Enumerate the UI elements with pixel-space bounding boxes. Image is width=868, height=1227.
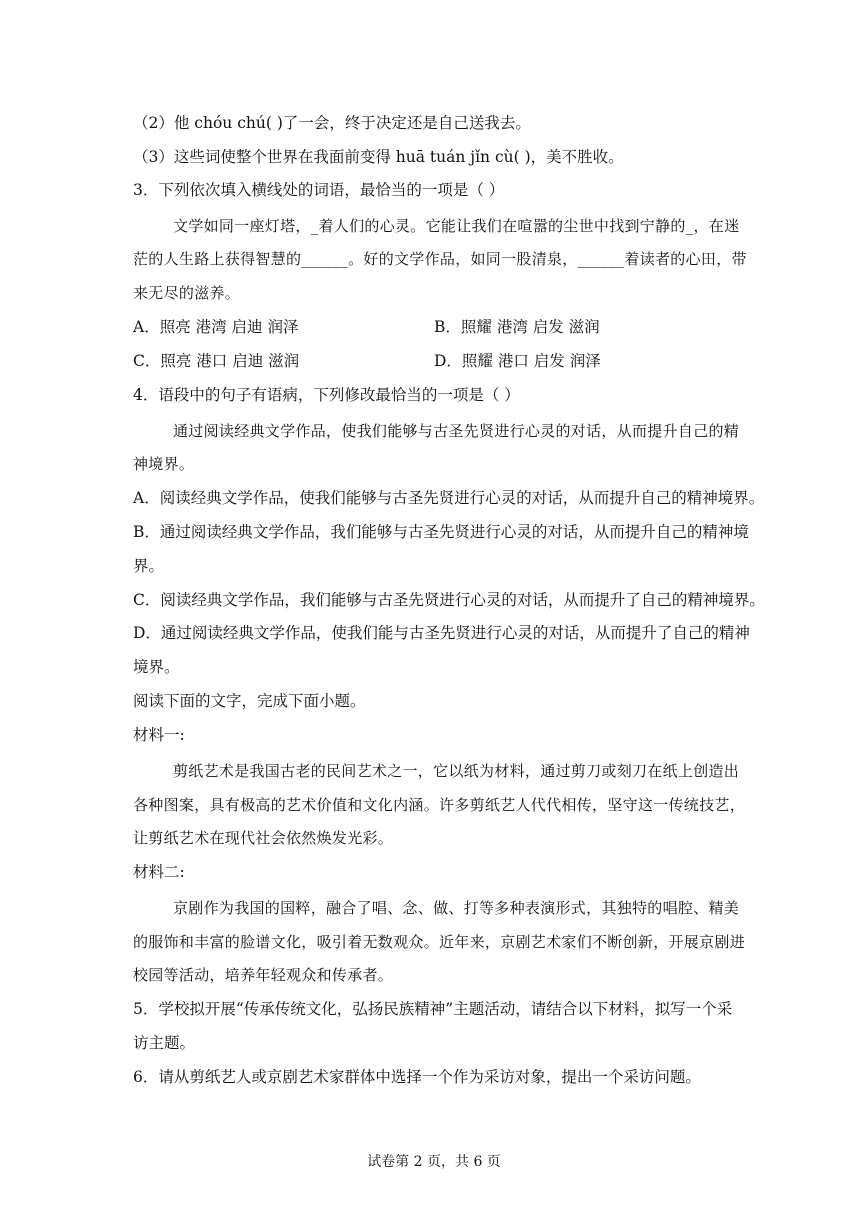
question-5-line-cont: 访主题。	[133, 1034, 196, 1052]
question-4-option-c: C．阅读经典文学作品，我们能够与古圣先贤进行心灵的对话，从而提升了自己的精神境界。	[133, 591, 765, 609]
question-3-option-d: D．照耀 港口 启发 润泽	[434, 352, 601, 370]
page-footer: 试卷第 2 页，共 6 页	[367, 1154, 501, 1170]
question-3-stem: 3．下列依次填入横线处的词语，最恰当的一项是（ ）	[133, 181, 505, 199]
question-3-option-a: A．照亮 港湾 启迪 润泽	[133, 318, 299, 336]
question-6: 6．请从剪纸艺人或京剧艺术家群体中选择一个作为采访对象，提出一个采访问题。	[133, 1068, 701, 1086]
question-4-option-a: A．阅读经典文学作品，使我们能够与古圣先贤进行心灵的对话，从而提升自己的精神境界。	[133, 489, 765, 507]
question-4-option-d-cont: 境界。	[133, 658, 180, 676]
question-5-line: 5．学校拟开展“传承传统文化，弘扬民族精神”主题活动，请结合以下材料，拟写一个采	[133, 1000, 733, 1018]
question-4-option-d: D．通过阅读经典文学作品，使我们能与古圣先贤进行心灵的对话，从而提升了自己的精神	[133, 624, 750, 642]
question-2-item-2: （2）他 chóu chú( )了一会，终于决定还是自己送我去。	[133, 114, 531, 132]
material-1-label: 材料一:	[133, 726, 185, 744]
question-3-passage-line: 来无尽的滋养。	[133, 284, 241, 302]
reading-intro: 阅读下面的文字，完成下面小题。	[133, 692, 366, 710]
material-2-line: 京剧作为我国的国粹，融合了唱、念、做、打等多种表演形式，其独特的唱腔、精美	[173, 899, 740, 917]
question-4-passage-line: 神境界。	[133, 455, 195, 473]
question-4-option-b: B．通过阅读经典文学作品，我们能够与古圣先贤进行心灵的对话，从而提升自己的精神境	[133, 523, 749, 541]
question-4-option-b-cont: 界。	[133, 557, 165, 575]
question-3-option-b: B．照耀 港湾 启发 滋润	[434, 318, 600, 336]
material-1-line: 剪纸艺术是我国古老的民间艺术之一，它以纸为材料，通过剪刀或刻刀在纸上创造出	[173, 762, 740, 780]
question-3-passage-line: 文学如同一座灯塔，_着人们的心灵。它能让我们在喧嚣的尘世中找到宁静的_，在迷	[173, 217, 740, 235]
material-1-line: 让剪纸艺术在现代社会依然焕发光彩。	[133, 829, 394, 847]
question-3-option-c: C．照亮 港口 启迪 滋润	[133, 352, 300, 370]
material-2-label: 材料二:	[133, 863, 185, 881]
material-2-line: 校园等活动，培养年轻观众和传承者。	[133, 966, 394, 984]
question-4-passage-line: 通过阅读经典文学作品，使我们能够与古圣先贤进行心灵的对话，从而提升自己的精	[173, 422, 740, 440]
question-2-item-3: （3）这些词使整个世界在我面前变得 huā tuán jǐn cù( )，美不胜收。	[133, 148, 624, 166]
question-3-passage-line: 茫的人生路上获得智慧的______。好的文学作品，如同一股清泉，______着读者的心田，带	[133, 250, 747, 268]
material-2-line: 的服饰和丰富的脸谱文化，吸引着无数观众。近年来，京剧艺术家们不断创新，开展京剧进	[133, 933, 746, 951]
question-4-stem: 4．语段中的句子有语病，下列修改最恰当的一项是（ ）	[133, 386, 520, 404]
material-1-line: 各种图案，具有极高的艺术价值和文化内涵。许多剪纸艺人代代相传，坚守这一传统技艺，	[133, 796, 746, 814]
